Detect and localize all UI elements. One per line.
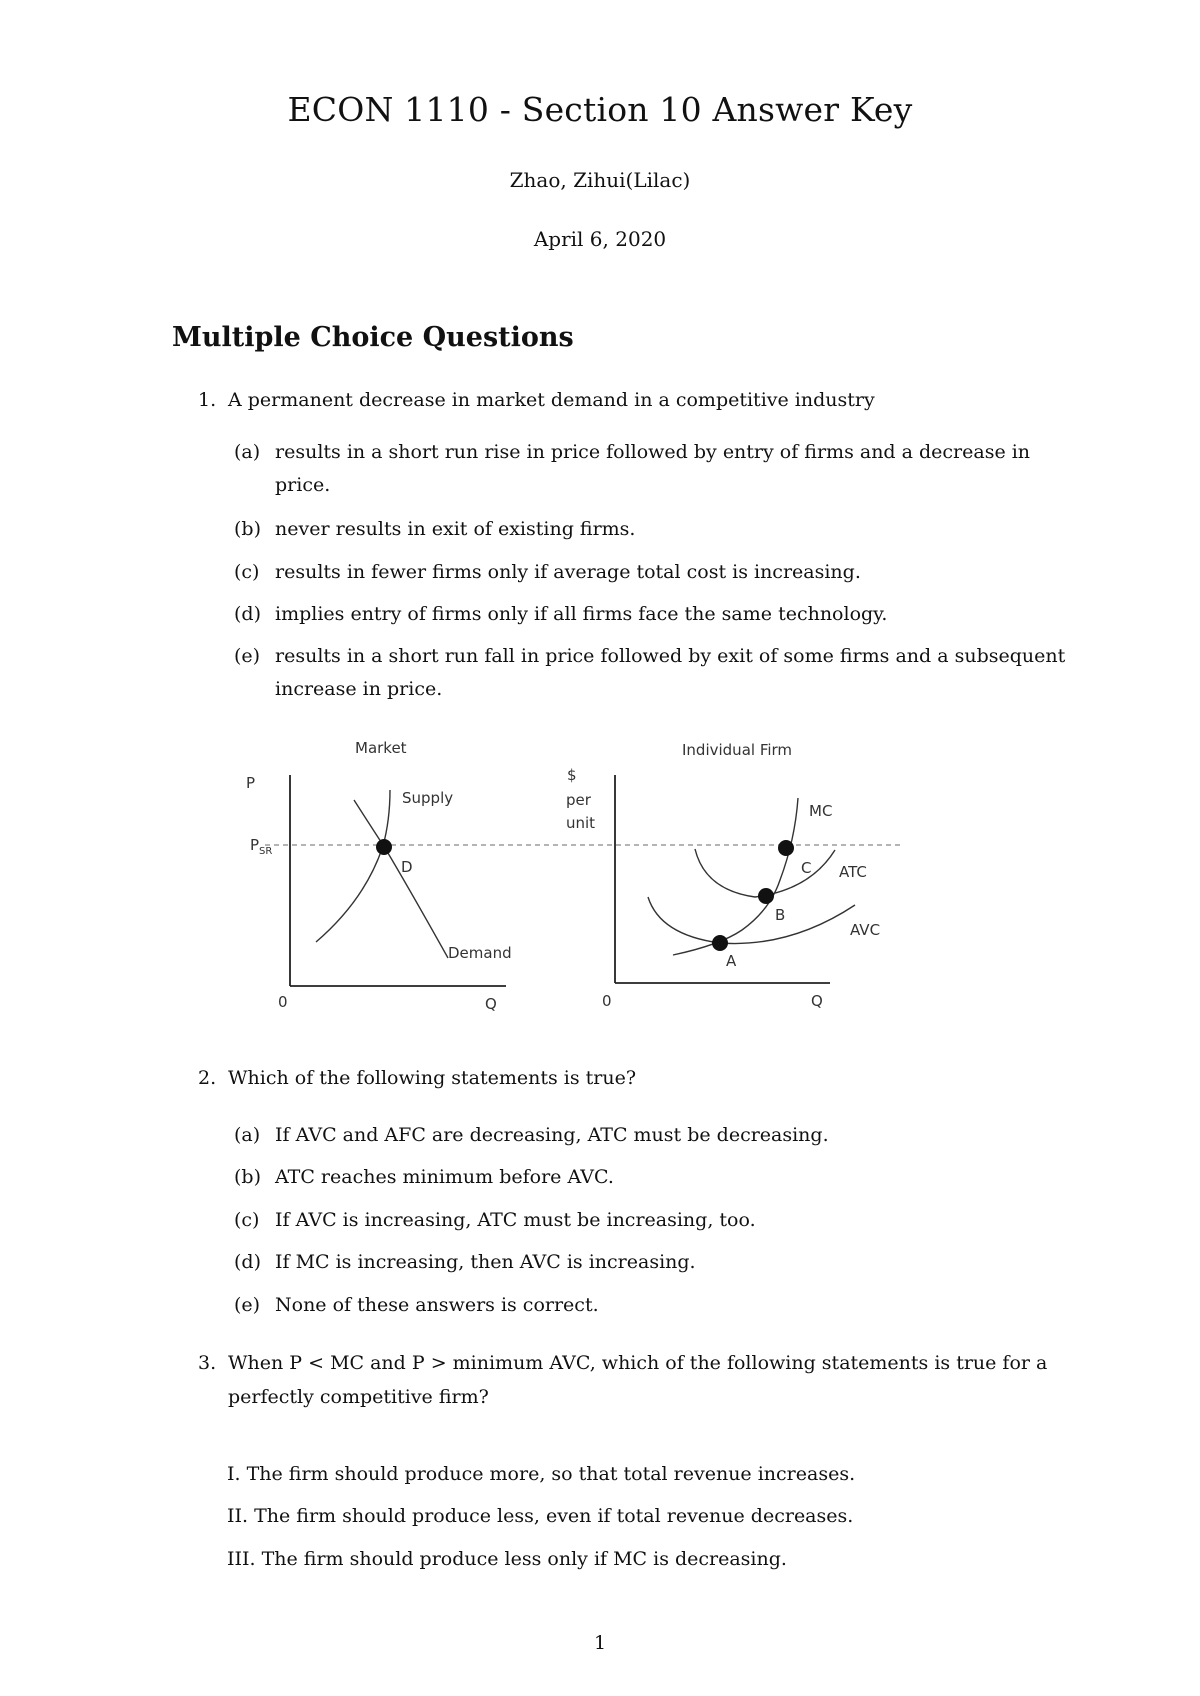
firm-point-b (758, 888, 774, 904)
firm-title: Individual Firm (682, 741, 793, 759)
option-text: results in fewer firms only if average total cost is increasing. (275, 561, 861, 583)
question-3-statement-3: III. The firm should produce less only if MC is decreasing. (227, 1548, 787, 1570)
document-title: ECON 1110 - Section 10 Answer Key (287, 90, 913, 129)
question-3-statement-2: II. The firm should produce less, even if total revenue decreases. (227, 1505, 854, 1527)
point-a-label: A (726, 952, 737, 970)
market-and-firm-figure (230, 730, 930, 1015)
atc-label: ATC (839, 863, 867, 881)
market-y-axis-label: P (246, 774, 256, 792)
author-name: Zhao, Zihui(Lilac) (509, 168, 691, 192)
question-3-statement-1: I. The firm should produce more, so that total revenue increases. (227, 1463, 856, 1485)
option-text: If AVC and AFC are decreasing, ATC must be decreasing. (275, 1124, 829, 1146)
option-label: (c) (234, 1209, 260, 1231)
option-text: implies entry of firms only if all firms face the same technology. (275, 603, 888, 625)
option-label: (c) (234, 561, 260, 583)
supply-label: Supply (402, 789, 454, 807)
option-text: If AVC is increasing, ATC must be increasing, too. (275, 1209, 756, 1231)
market-origin-label: 0 (278, 993, 288, 1011)
market-x-axis-label: Q (485, 995, 497, 1013)
avc-curve (648, 897, 855, 944)
option-label: (b) (234, 518, 261, 540)
option-label: (a) (234, 1124, 261, 1146)
section-heading: Multiple Choice Questions (172, 322, 574, 353)
market-title: Market (355, 739, 407, 757)
point-d-label: D (401, 858, 413, 876)
firm-x-axis-label: Q (811, 992, 823, 1010)
firm-origin-label: 0 (602, 992, 612, 1010)
option-label: (e) (234, 1294, 261, 1316)
option-label: (e) (234, 645, 261, 667)
psr-label (250, 836, 272, 857)
question-text: When P < MC and P > minimum AVC, which of the following statements is true for a perfectly competitive firm? (228, 1352, 1048, 1408)
point-b-label: B (775, 906, 786, 924)
psr-sub: SR (259, 846, 273, 857)
option-text: ATC reaches minimum before AVC. (275, 1166, 614, 1188)
option-text: results in a short run fall in price followed by exit of some firms and a subsequent increase in price. (275, 645, 1066, 700)
page-number: 1 (593, 1632, 607, 1654)
question-text: Which of the following statements is true? (228, 1067, 637, 1089)
mc-curve (673, 798, 798, 955)
avc-label: AVC (850, 921, 881, 939)
document-date: April 6, 2020 (533, 227, 667, 251)
option-label: (d) (234, 603, 261, 625)
option-label: (a) (234, 441, 261, 463)
supply-curve (316, 790, 390, 942)
mc-label: MC (809, 802, 833, 820)
demand-label: Demand (448, 944, 512, 962)
firm-y-label-dollar: $ (567, 766, 577, 784)
question-number: 2. (198, 1067, 217, 1089)
option-text: results in a short run rise in price followed by entry of firms and a decrease in price. (275, 441, 1031, 496)
option-label: (b) (234, 1166, 261, 1188)
psr-main: P (250, 836, 260, 854)
firm-y-label-unit: unit (566, 814, 596, 832)
firm-point-c (778, 840, 794, 856)
market-equilibrium-point (376, 839, 392, 855)
question-text: A permanent decrease in market demand in a competitive industry (228, 389, 875, 411)
question-number: 1. (198, 389, 217, 411)
option-text: If MC is increasing, then AVC is increasing. (275, 1251, 696, 1273)
point-c-label: C (801, 859, 812, 877)
question-number: 3. (198, 1352, 217, 1374)
firm-point-a (712, 935, 728, 951)
option-text: never results in exit of existing firms. (275, 518, 636, 540)
firm-y-label-per: per (566, 791, 591, 809)
option-label: (d) (234, 1251, 261, 1273)
option-text: None of these answers is correct. (275, 1294, 599, 1316)
